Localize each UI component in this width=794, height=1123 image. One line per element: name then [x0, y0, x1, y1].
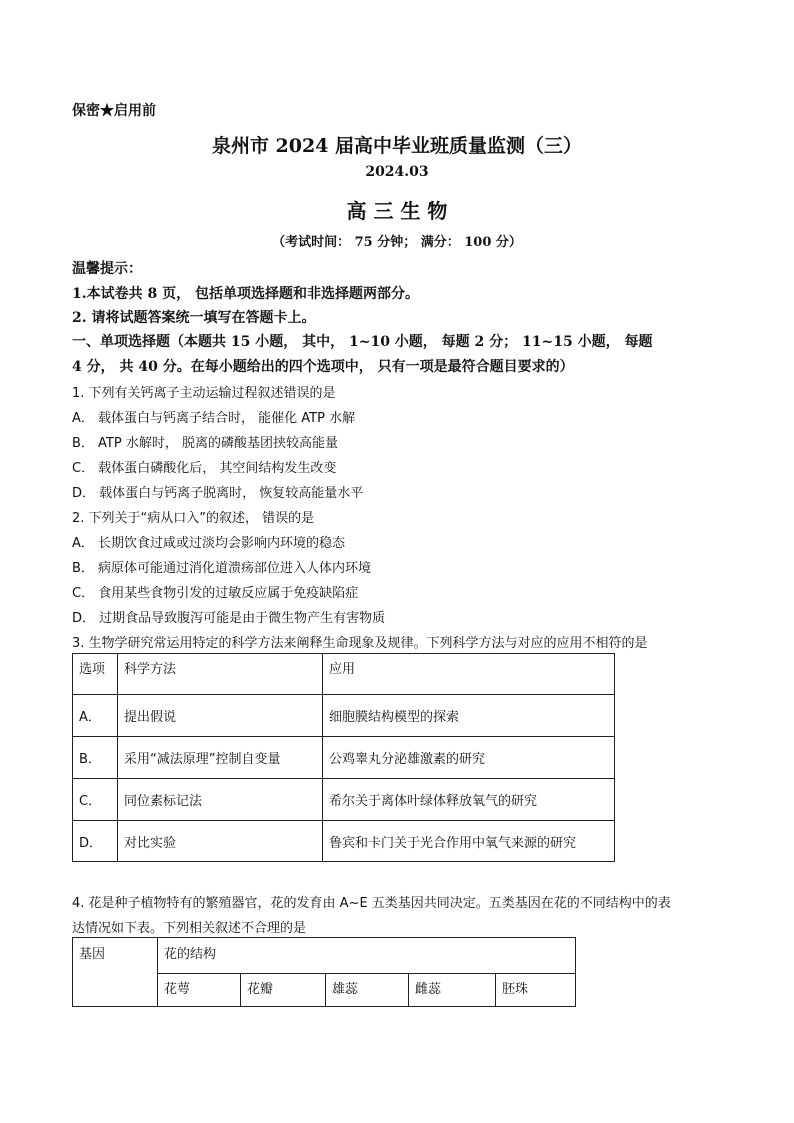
tips-line-1: 1.本试卷共 8 页， 包括单项选择题和非选择题两部分。 [72, 286, 419, 302]
table-row [73, 779, 615, 821]
q1-option-d: D． 载体蛋白与钙离子脱离时， 恢复较高能量水平 [72, 486, 364, 501]
subject-title: 高 三 生 物 [346, 199, 448, 223]
tips-heading: 温馨提示： [72, 261, 142, 277]
q3-header-method: 科学方法 [118, 654, 323, 695]
table-row [73, 695, 615, 737]
q3-row-b-method: 采用“减法原理”控制自变量 [118, 737, 323, 779]
table-row [73, 737, 615, 779]
q1-option-c: C． 载体蛋白磷酸化后， 其空间结构发生改变 [72, 461, 337, 476]
q1-option-a: A． 载体蛋白与钙离子结合时， 能催化 ATP 水解 [72, 411, 356, 426]
q4-structure-stamen: 雄蕊 [326, 974, 409, 1007]
q4-structure-petal: 花瓣 [241, 974, 326, 1007]
confidential-label: 保密★启用前 [72, 103, 156, 119]
q2-option-a: A． 长期饮食过咸或过淡均会影响内环境的稳态 [72, 536, 346, 551]
q3-row-c-application: 希尔关于离体叶绿体释放氧气的研究 [323, 779, 615, 821]
q1-option-b: B． ATP 水解时， 脱离的磷酸基团挟较高能量 [72, 436, 338, 451]
q4-table [72, 937, 576, 1007]
section1-line-1: 一、单项选择题（本题共 15 小题， 其中， 1~10 小题， 每题 2 分； 11~15 小题， 每题 [72, 334, 653, 350]
q3-table-header [73, 654, 615, 695]
section1-line-2: 4 分， 共 40 分。在每小题给出的四个选项中， 只有一项是最符合题目要求的） [72, 359, 574, 375]
q4-stem-line-1: 4. 花是种子植物特有的繁殖器官，花的发育由 A~E 五类基因共同决定。五类基因在花的不同结构中的表 [72, 896, 671, 911]
exam-info: （考试时间： 75 分钟； 满分： 100 分） [272, 235, 522, 250]
table-row [73, 821, 615, 862]
q2-option-b: B． 病原体可能通过消化道溃疡部位进入人体内环境 [72, 561, 372, 576]
q3-stem: 3. 生物学研究常运用特定的科学方法来阐释生命现象及规律。下列科学方法与对应的应用不相符的是 [72, 636, 648, 651]
q4-structure-sepal: 花萼 [158, 974, 241, 1007]
q4-structure-header: 花的结构 [158, 938, 576, 974]
q3-table [72, 653, 615, 862]
q3-row-a-option: A． [73, 695, 118, 737]
q3-row-d-method: 对比实验 [118, 821, 323, 862]
q4-structure-ovule: 胚珠 [496, 974, 576, 1007]
q3-row-a-application: 细胞膜结构模型的探索 [323, 695, 615, 737]
q3-row-b-application: 公鸡睾丸分泌雄激素的研究 [323, 737, 615, 779]
exam-title: 泉州市 2024 届高中毕业班质量监测（三） [211, 135, 583, 157]
q3-row-c-option: C． [73, 779, 118, 821]
q2-option-d: D． 过期食品导致腹泻可能是由于微生物产生有害物质 [72, 611, 386, 626]
q3-row-a-method: 提出假说 [118, 695, 323, 737]
exam-date: 2024.03 [365, 164, 429, 180]
q3-row-d-option: D． [73, 821, 118, 862]
q2-option-c: C． 食用某些食物引发的过敏反应属于免疫缺陷症 [72, 586, 359, 601]
tips-line-2: 2. 请将试题答案统一填写在答题卡上。 [72, 310, 316, 326]
q3-row-b-option: B． [73, 737, 118, 779]
q3-row-c-method: 同位素标记法 [118, 779, 323, 821]
q4-structure-pistil: 雌蕊 [409, 974, 496, 1007]
q3-row-d-application: 鲁宾和卡门关于光合作用中氧气来源的研究 [323, 821, 615, 862]
q2-stem: 2. 下列关于“病从口入”的叙述， 错误的是 [72, 511, 315, 526]
q4-gene-header: 基因 [73, 938, 158, 1007]
q4-stem-line-2: 达情况如下表。下列相关叙述不合理的是 [72, 921, 307, 936]
q1-stem: 1. 下列有关钙离子主动运输过程叙述错误的是 [72, 386, 336, 401]
q3-header-application: 应用 [323, 654, 615, 695]
q3-header-option: 选项 [73, 654, 118, 695]
